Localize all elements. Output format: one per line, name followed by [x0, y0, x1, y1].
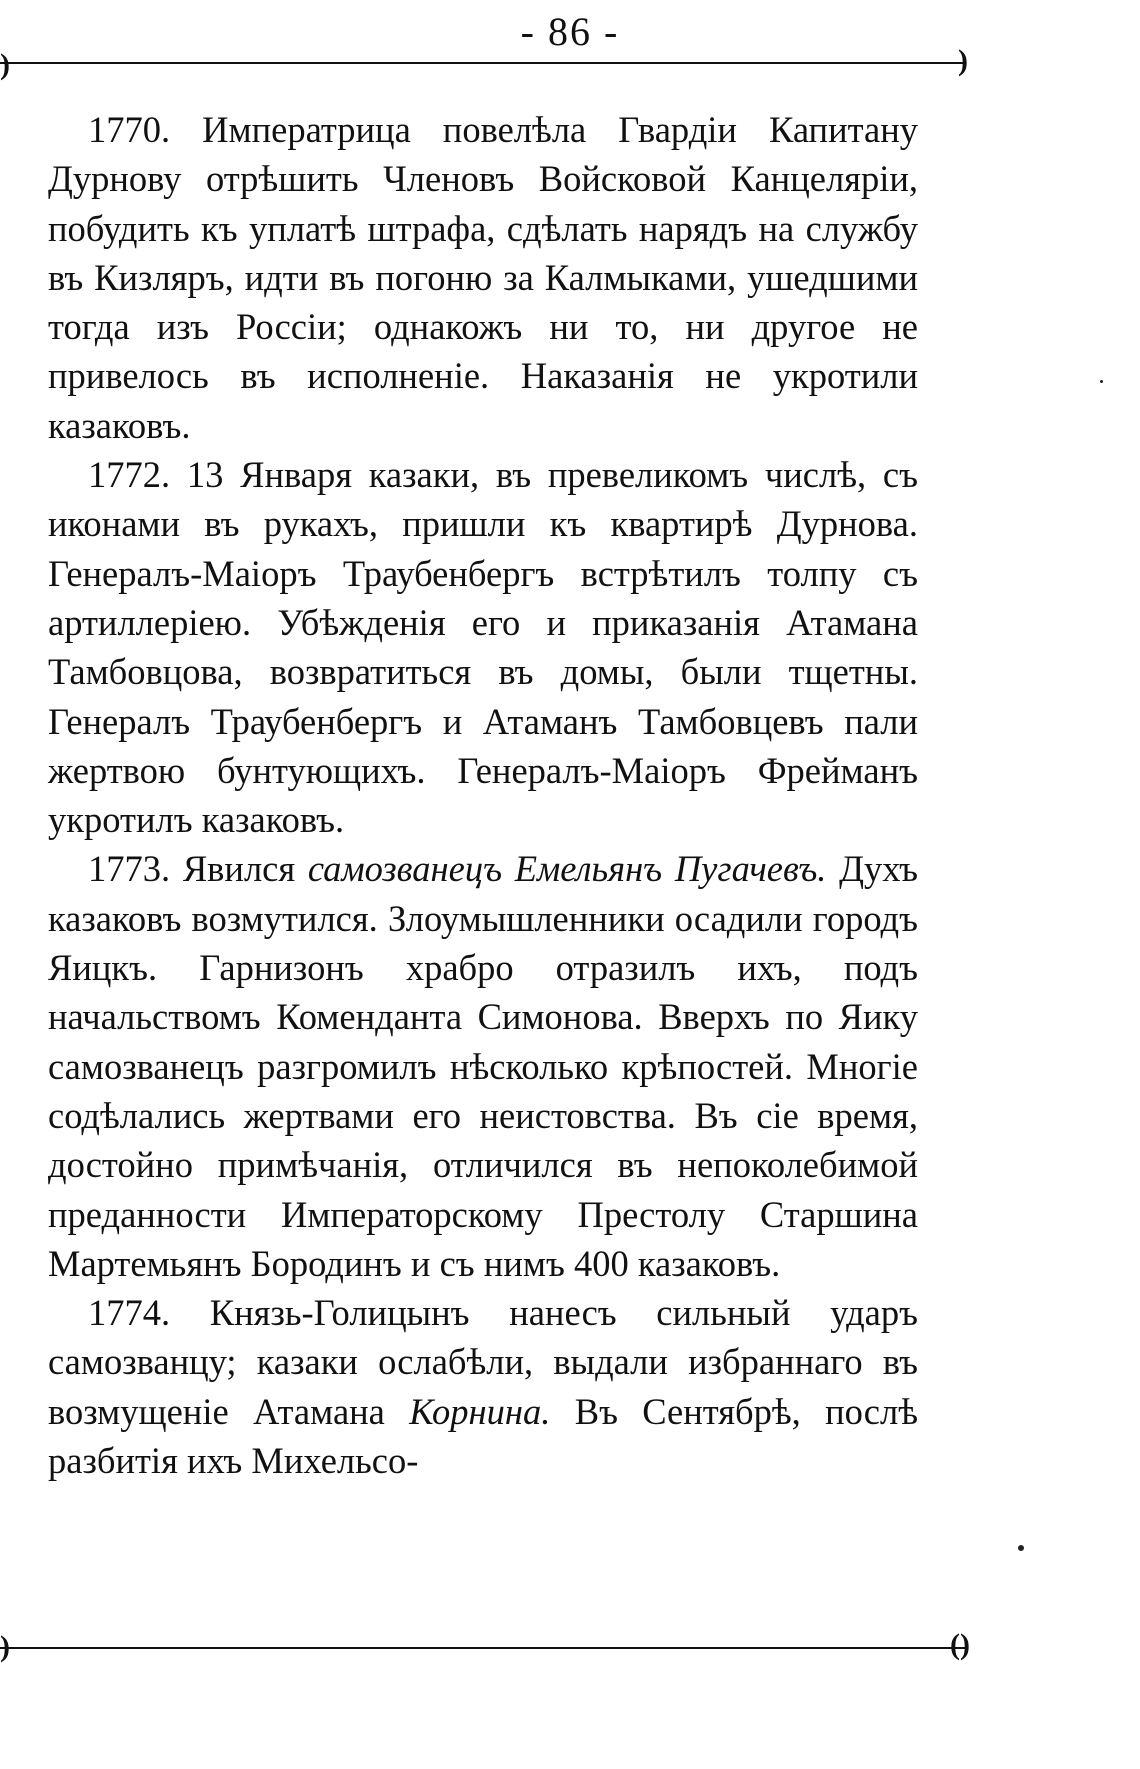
- page-body: [48, 105, 918, 1485]
- year-label: 1774.: [88, 1292, 171, 1334]
- top-right-ornament-icon: ): [958, 44, 968, 77]
- paragraph-text: Духъ казаковъ возмутился. Злоумышленники осадили городъ Яицкъ. Гарнизонъ храбро отразилъ ихъ, подъ начальствомъ Коменданта Симонова. Вверхъ по Яику самозванецъ разгромилъ нѣсколько крѣпостей. Многіе содѣлались жертвами его неистовства. Въ сіе время, достойно примѣчанія, отличился въ непоколебимой преданности Императорскому Престолу Старшина Мартемьянъ Бородинъ и съ нимъ 400 казаковъ.: [48, 848, 919, 1284]
- paragraph-1774: [48, 1288, 918, 1485]
- top-rule: [0, 62, 965, 64]
- paragraph-text: Въ Сентябрѣ, послѣ разбитія ихъ Михельсо-: [48, 1390, 919, 1482]
- ink-speck: [1100, 380, 1103, 383]
- paragraph-1770: [48, 105, 918, 450]
- paragraph-lead: Князь-Голицынъ нанесъ сильный ударъ самозванцу; казаки ослабѣли, выдали избраннаго въ возмущеніе Атамана: [48, 1292, 918, 1432]
- top-left-ornament-icon: ): [0, 48, 10, 81]
- bottom-rule: [0, 1647, 965, 1649]
- year-label: 1770.: [88, 109, 171, 150]
- paragraph-1772: [48, 450, 918, 844]
- page-number: - 86 -: [520, 9, 620, 54]
- year-label: 1772.: [88, 454, 171, 496]
- ink-speck: [1018, 1545, 1024, 1551]
- paragraph-text: Императрица повелѣла Гвардіи Капитану Дурнову отрѣшить Членовъ Войсковой Канцеляріи, побудить къ уплатѣ штрафа, сдѣлать нарядъ на службу въ Кизляръ, идти въ погоню за Калмыками, ушедшими тогда изъ Россіи; однакожъ ни то, ни другое не привелось въ исполненіе. Наказанія не укротили казаковъ.: [48, 109, 918, 446]
- paragraph-text: 13 Января казаки, въ превеликомъ числѣ, съ иконами въ рукахъ, пришли къ квартирѣ Дурнова. Генералъ-Маіоръ Траубенбергъ встрѣтилъ толпу съ артиллеріею. Убѣжденія его и приказанія Атамана Тамбовцова, возвратиться въ домы, были тщетны. Генералъ Траубенбергъ и Атаманъ Тамбовцевъ пали жертвою бунтующихъ. Генералъ-Маіоръ Фрейманъ укротилъ казаковъ.: [48, 454, 918, 841]
- year-label: 1773.: [88, 848, 171, 890]
- bottom-left-ornament-icon: ): [0, 1630, 10, 1663]
- bottom-right-ornament-icon: (): [950, 1628, 970, 1661]
- paragraph-italic-phrase: Корнина.: [409, 1390, 551, 1432]
- paragraph-italic-phrase: самозванецъ Емельянъ Пугачевъ.: [307, 848, 827, 890]
- paragraph-lead: Явился: [182, 848, 296, 890]
- paragraph-1773: [48, 844, 918, 1288]
